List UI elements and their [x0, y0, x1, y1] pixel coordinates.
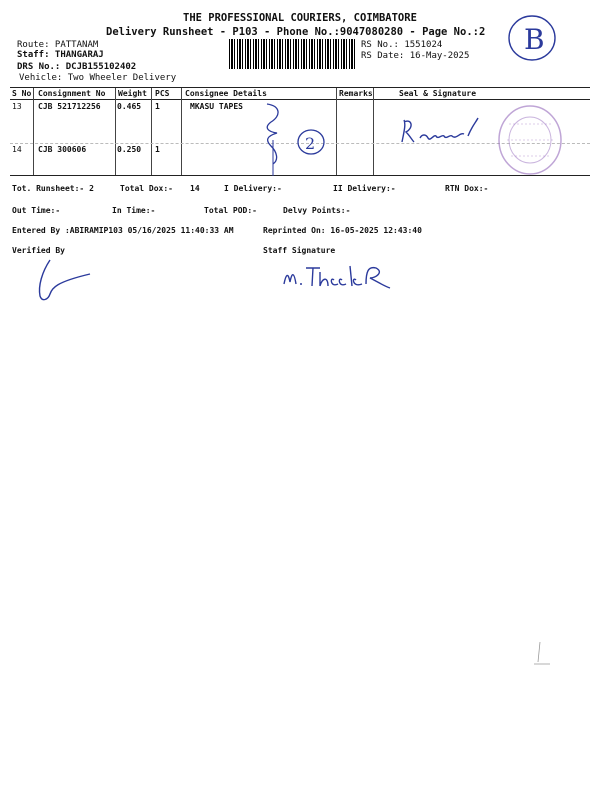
total-runsheet: Tot. Runsheet:- 2 — [12, 184, 94, 193]
staff-signature — [280, 258, 420, 298]
staff-label: Staff: THANGARAJ — [17, 50, 104, 60]
row-pcs: 1 — [155, 102, 160, 111]
circled-letter-mark — [506, 12, 558, 62]
runsheet-subtitle: Delivery Runsheet - P103 - Phone No.:9047080280 - Page No.:2 — [106, 26, 486, 38]
table-header — [10, 88, 590, 100]
barcode — [229, 39, 356, 69]
row-pcs: 1 — [155, 145, 160, 154]
circled-letter: B — [524, 23, 545, 56]
row-sno: 13 — [12, 102, 22, 111]
vehicle-label: Vehicle: Two Wheeler Delivery — [19, 73, 177, 83]
col-sno: S No — [12, 89, 32, 98]
col-seal-signature: Seal & Signature — [399, 89, 477, 98]
rs-date: RS Date: 16-May-2025 — [361, 51, 470, 61]
rs-number: RS No.: 1551024 — [361, 40, 443, 50]
delvy-points: Delvy Points:- — [283, 206, 351, 215]
rtn-dox: RTN Dox:- — [445, 184, 489, 193]
col-remarks: Remarks — [339, 89, 373, 98]
scan-mark — [530, 640, 560, 670]
row-weight: 0.250 — [117, 145, 142, 154]
col-consignment: Consignment No — [38, 89, 106, 98]
out-time: Out Time:- — [12, 206, 61, 215]
total-pod: Total POD:- — [204, 206, 257, 215]
route-label: Route: PATTANAM — [17, 40, 99, 50]
row-sno: 14 — [12, 145, 22, 154]
row-consignee: MKASU TAPES — [190, 102, 243, 111]
drs-number: DRS No.: DCJB155102402 — [17, 62, 137, 72]
row-consignment: CJB 300606 — [38, 145, 87, 154]
verifier-signature — [30, 258, 110, 318]
company-stamp — [497, 104, 563, 176]
handwritten-brace — [255, 100, 345, 180]
reprinted-on: Reprinted On: 16-05-2025 12:43:40 — [263, 226, 422, 235]
row-consignment: CJB 521712256 — [38, 102, 101, 111]
ii-delivery: II Delivery:- — [333, 184, 396, 193]
company-title: THE PROFESSIONAL COURIERS, COIMBATORE — [183, 12, 417, 24]
col-weight: Weight — [118, 89, 147, 98]
seal-signature — [398, 112, 488, 152]
row-weight: 0.465 — [117, 102, 142, 111]
in-time: In Time:- — [112, 206, 156, 215]
verified-by-label: Verified By — [12, 246, 65, 255]
col-consignee: Consignee Details — [185, 89, 267, 98]
total-dox-label: Total Dox:- — [120, 184, 173, 193]
total-dox-value: 14 — [190, 184, 200, 193]
i-delivery: I Delivery:- — [224, 184, 282, 193]
entered-by: Entered By :ABIRAMIP103 05/16/2025 11:40:33 AM — [12, 226, 234, 235]
circled-count: 2 — [305, 134, 316, 153]
col-pcs: PCS — [155, 89, 170, 98]
staff-signature-label: Staff Signature — [263, 246, 336, 255]
